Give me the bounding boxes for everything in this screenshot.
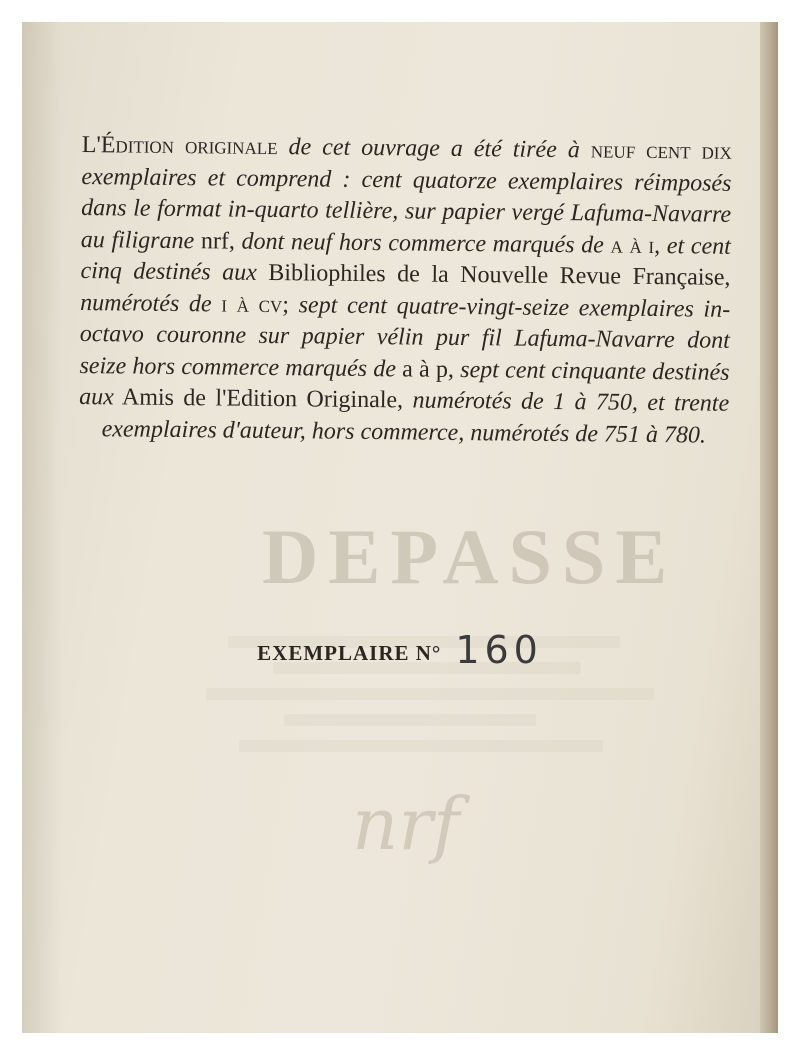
colophon-neuf-cent-dix: neuf cent dix — [590, 137, 732, 165]
colophon-lead: L'É — [81, 131, 116, 159]
spine-shadow — [22, 22, 62, 1033]
colophon-text-4: et cent cinq destinés aux — [80, 232, 732, 286]
colophon-text-8: numérotés de 1 à 750, et trente exemplaires d'auteur, hors commerce, numérotés de 751 à 780. — [101, 387, 730, 449]
colophon-edition-originale: dition originale — [115, 132, 278, 161]
show-through-title: DEPASSE — [262, 513, 678, 600]
page-edge — [760, 22, 778, 1033]
page-photo — [22, 22, 778, 1033]
colophon-text-1: de cet ouvrage a été tirée à — [288, 134, 580, 164]
colophon-text-2: exemplaires et comprend : cent quatorze exemplaires réimposés dans le format in-quarto tellière, sur papier vergé Lafuma-Navarre au filigrane — [80, 163, 732, 254]
copy-number-line — [22, 628, 778, 672]
colophon-text-6: sept cent quatre-vingt-seize exemplaires in-octavo couronne sur papier vélin pur fil Lafuma-Navarre dont seize hors commerce marqués de — [79, 291, 731, 382]
colophon-nrf: nrf, — [200, 227, 236, 255]
copy-number-value: 160 — [455, 628, 543, 672]
colophon-text-7: sept cent cinquante destinés aux — [79, 356, 730, 411]
colophon-text-5: numérotés de — [80, 289, 212, 317]
colophon-text — [79, 130, 732, 452]
copy-number-label: EXEMPLAIRE N° — [257, 641, 442, 665]
colophon-amis: Amis de l'Edition Originale, — [121, 384, 404, 414]
colophon-range-a-i: a à i, — [610, 232, 661, 259]
colophon-text-3: dont neuf hors commerce marqués de — [241, 228, 604, 258]
show-through-logo: nrf — [352, 782, 460, 866]
colophon-bibliophiles: Bibliophiles de la Nouvelle Revue Française, — [268, 259, 731, 291]
colophon-range-a-p: a à p, — [402, 355, 455, 383]
colophon-range-i-cv: i à cv; — [221, 290, 290, 318]
